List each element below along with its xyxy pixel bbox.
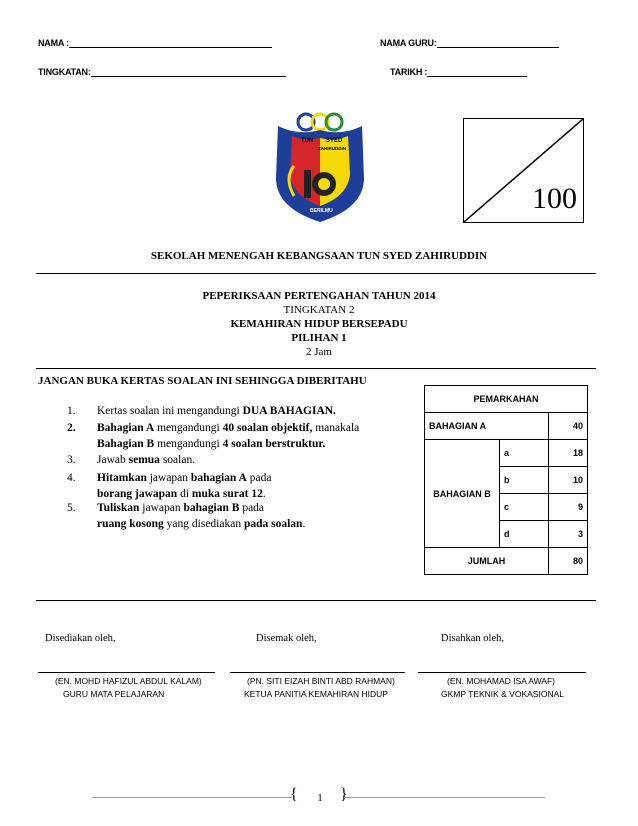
divider-bottom — [36, 600, 596, 601]
instruction-text: . — [302, 518, 306, 530]
total-label: JUMLAH — [425, 548, 549, 575]
instruction-emphasis: bahagian A — [190, 472, 247, 484]
instruction-number: 5. — [67, 502, 76, 514]
tarikh-label: TARIKH : — [390, 67, 428, 77]
footer-line-left — [92, 797, 292, 798]
part-marks: 9 — [549, 494, 588, 521]
nama-field[interactable] — [38, 38, 272, 48]
signature-line-checked — [230, 672, 405, 673]
instruction-emphasis: ruang kosong — [97, 518, 164, 530]
section-b-label: BAHAGIAN B — [425, 440, 500, 548]
crest-text-right: SYED — [326, 138, 343, 144]
instruction-emphasis: Hitamkan — [97, 472, 147, 484]
part-label: a — [500, 440, 549, 467]
footer-bracket-right: } — [340, 786, 348, 803]
exam-duration: 2 Jam — [306, 346, 332, 358]
instruction-emphasis: 40 soalan objektif, — [222, 422, 313, 434]
exam-option: PILIHAN 1 — [291, 332, 347, 344]
nama-guru-label: NAMA GURU: — [380, 38, 437, 48]
instruction-number: 2. — [67, 422, 76, 434]
part-marks: 3 — [549, 521, 588, 548]
crest-text-left: TUN — [301, 138, 314, 144]
crest-motto: BERILMU — [310, 208, 333, 214]
instruction-emphasis: semua — [128, 454, 160, 466]
score-total: 100 — [532, 182, 577, 215]
tingkatan-field[interactable] — [38, 67, 286, 77]
exam-subject: KEMAHIRAN HIDUP BERSEPADU — [230, 318, 408, 330]
exam-form: TINGKATAN 2 — [283, 304, 355, 316]
marks-table-header: PEMARKAHAN — [425, 386, 588, 413]
divider-top — [36, 273, 596, 274]
instruction-text: mengandungi — [157, 438, 220, 450]
signature-name-prepared: (EN. MOHD HAFIZUL ABDUL KALAM) — [55, 676, 202, 686]
signature-label-approved: Disahkan oleh, — [441, 633, 504, 644]
instructions-list — [67, 404, 417, 534]
tingkatan-label: TINGKATAN: — [38, 67, 91, 77]
score-box — [463, 118, 584, 223]
instruction-emphasis: DUA BAHAGIAN. — [242, 405, 336, 417]
instruction-text: soalan. — [162, 454, 196, 466]
crest-text-sub: ZAHIRUDDIN — [318, 146, 346, 151]
total-marks: 80 — [549, 548, 588, 575]
nama-guru-field[interactable] — [380, 38, 559, 48]
instruction-emphasis: pada soalan — [243, 518, 303, 530]
instruction-number: 4. — [67, 472, 76, 484]
part-marks: 18 — [549, 440, 588, 467]
signature-line-approved — [418, 672, 586, 673]
tingkatan-line — [91, 76, 286, 77]
instruction-emphasis: Bahagian B — [97, 438, 155, 450]
signature-label-prepared: Disediakan oleh, — [45, 633, 116, 644]
section-a-label: BAHAGIAN A — [425, 413, 549, 440]
instruction-text: Kertas soalan ini mengandungi — [97, 405, 240, 417]
part-marks: 10 — [549, 467, 588, 494]
school-name: SEKOLAH MENENGAH KEBANGSAAN TUN SYED ZAHIRUDDIN — [150, 250, 488, 262]
signature-line-prepared — [38, 672, 215, 673]
signature-role-checked: KETUA PANITIA KEMAHIRAN HIDUP — [244, 689, 388, 699]
part-label: b — [500, 467, 549, 494]
signature-name-approved: (EN. MOHAMAD ISA AWAF) — [447, 676, 555, 686]
nama-line — [69, 47, 272, 48]
instruction-emphasis: bahagian B — [183, 502, 240, 514]
signature-label-checked: Disemak oleh, — [256, 633, 317, 644]
instruction-emphasis: Bahagian A — [97, 422, 155, 434]
footer-line-right — [345, 797, 545, 798]
nama-label: NAMA : — [38, 38, 69, 48]
signature-role-approved: GKMP TEKNIK & VOKASIONAL — [441, 689, 564, 699]
tarikh-field[interactable] — [390, 67, 527, 77]
signature-role-prepared: GURU MATA PELAJARAN — [63, 689, 165, 699]
marks-table — [424, 385, 588, 575]
tarikh-line — [427, 76, 527, 77]
instruction-text: yang disediakan — [166, 518, 242, 530]
footer-bracket-left: { — [290, 786, 298, 803]
instruction-emphasis: Tuliskan — [97, 502, 140, 514]
instruction-text: jawapan — [142, 502, 181, 514]
signature-name-checked: (PN. SITI EIZAH BINTI ABD RAHMAN) — [247, 676, 395, 686]
nama-guru-line — [437, 47, 559, 48]
instruction-emphasis: muka surat 12 — [191, 488, 263, 500]
instruction-text: . — [262, 488, 266, 500]
section-a-total: 40 — [549, 413, 588, 440]
instruction-number: 3. — [67, 454, 76, 466]
instruction-text: Jawab — [97, 454, 126, 466]
part-label: c — [500, 494, 549, 521]
instruction-text: jawapan — [149, 472, 189, 484]
instruction-text: mengandungi — [157, 422, 220, 434]
page-number: 1 — [317, 792, 323, 804]
divider-middle — [36, 368, 596, 369]
instruction-emphasis: borang jawapan — [97, 488, 178, 500]
exam-title: PEPERIKSAAN PERTENGAHAN TAHUN 2014 — [202, 290, 436, 302]
instruction-number: 1. — [67, 405, 76, 417]
instruction-text: pada — [242, 502, 265, 514]
warning-text: JANGAN BUKA KERTAS SOALAN INI SEHINGGA DIBERITAHU — [38, 375, 367, 387]
instruction-text: manakala — [315, 422, 360, 434]
instruction-text: pada — [249, 472, 272, 484]
part-label: d — [500, 521, 549, 548]
instruction-emphasis: 4 soalan berstruktur. — [222, 438, 326, 450]
instruction-text: di — [180, 488, 190, 500]
